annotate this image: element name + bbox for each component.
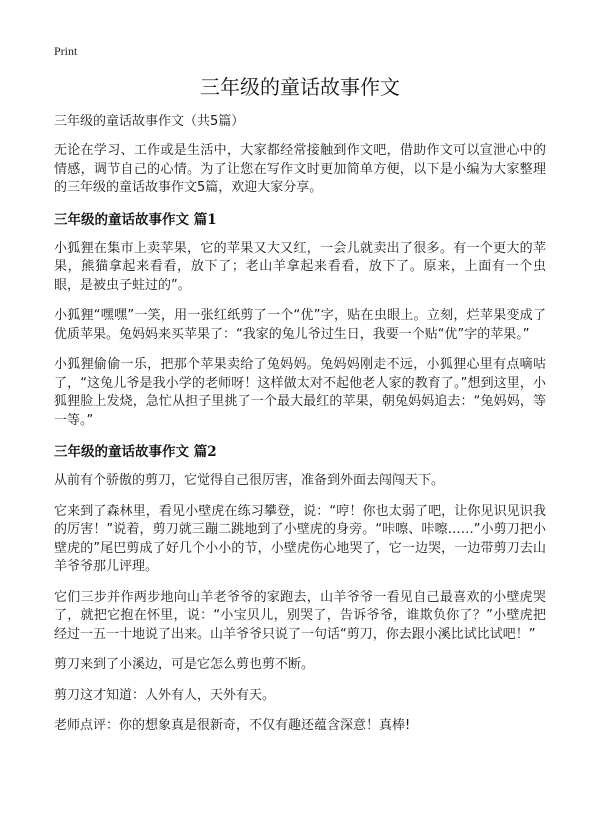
document-subtitle: 三年级的童话故事作文（共5篇） [54,114,245,129]
section-2-paragraph-5: 剪刀这才知道：人外有人，天外有天。 [54,687,276,703]
section-1-paragraph-2: 小狐狸“嘿嘿”一笑，用一张红纸剪了一个“优”字，贴在虫眼上。立刻，烂苹果变成了优质苹果。兔妈妈来买苹果了：“我家的兔儿爷过生日，我要一个贴“优”字的苹果。” [54,308,546,342]
section-2-paragraph-4: 剪刀来到了小溪边，可是它怎么剪也剪不断。 [54,657,315,672]
section-2-paragraph-3: 它们三步并作两步地向山羊老爷爷的家跑去，山羊爷爷一看见自己最喜欢的小壁虎哭了，就把它抱在怀里，说：“小宝贝儿，别哭了，告诉爷爷，谁欺负你了？”小壁虎把经过一五一十地说了出来。山羊爷爷只说了一句话“剪刀，你去跟小溪比试比试吧！” [54,589,546,642]
page-title: 三年级的童话故事作文 [200,75,400,99]
section-1-paragraph-1: 小狐狸在集市上卖苹果，它的苹果又大又红，一会儿就卖出了很多。有一个更大的苹果，熊猫拿起来看看，放下了；老山羊拿起来看看，放下了。原来，上面有一个虫眼，是被虫子蛀过的”。 [54,240,546,293]
section-heading-2: 三年级的童话故事作文 篇2 [54,444,217,460]
section-1-paragraph-3: 小狐狸偷偷一乐，把那个苹果卖给了兔妈妈。兔妈妈刚走不远，小狐狸心里有点嘀咕了，“这兔儿爷是我小学的老师呀！这样做太对不起他老人家的教育了。”想到这里，小狐狸脸上发烧，急忙从担子里挑了一个最大最红的苹果，朝兔妈妈追去：“兔妈妈，等一等。” [54,357,546,428]
section-2-paragraph-2: 它来到了森林里，看见小壁虎在练习攀登，说：“哼！你也太弱了吧，让你见识见识我的厉害！”说着，剪刀就三蹦二跳地到了小壁虎的身旁。“咔嚓、咔嚓……”小剪刀把小壁虎的”尾巴剪成了好几个小小的节，小壁虎伤心地哭了，它一边哭，一边带剪刀去山羊爷爷那儿评理。 [54,503,546,574]
intro-paragraph: 无论在学习、工作或是生活中，大家都经常接触到作文吧，借助作文可以宣泄心中的情感，调节自己的心情。为了让您在写作文时更加简单方便，以下是小编为大家整理的三年级的童话故事作文5篇，欢迎大家分享。 [54,143,546,195]
section-2-paragraph-1: 从前有个骄傲的剪刀，它觉得自己很厉害，准备到外面去闯闯天下。 [54,473,445,488]
print-label: Print [54,44,78,58]
section-2-paragraph-6: 老师点评：你的想象真是很新奇，不仅有趣还蕴含深意！真棒! [54,718,411,733]
section-heading-1: 三年级的童话故事作文 篇1 [54,211,217,228]
